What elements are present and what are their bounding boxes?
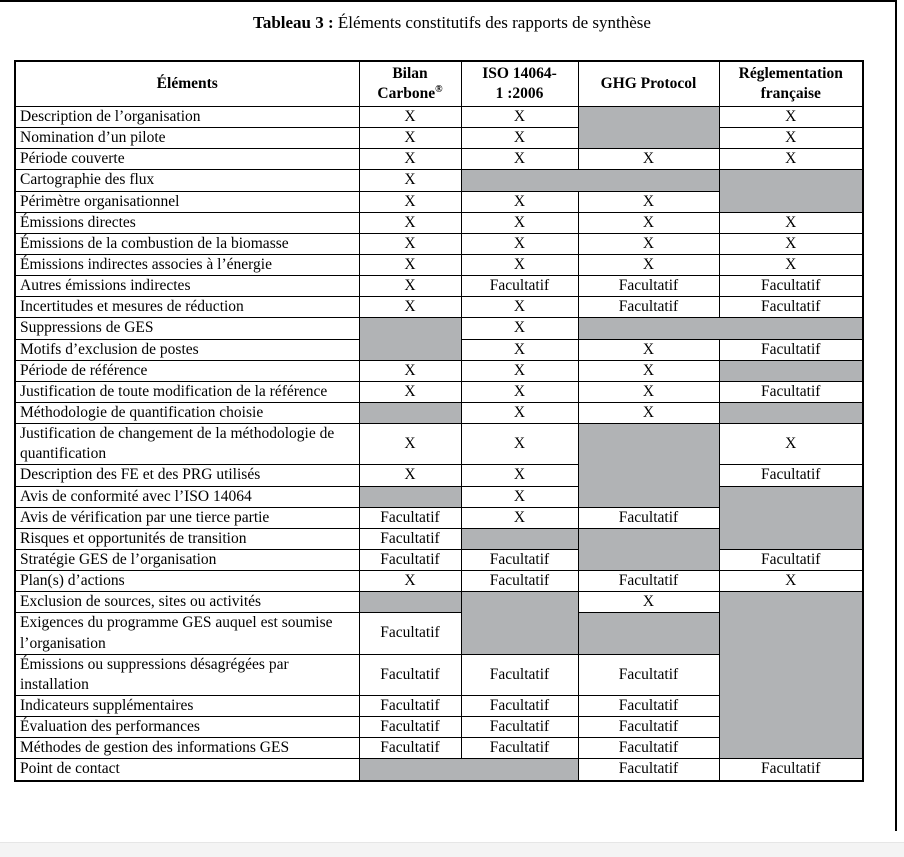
cell-required: X xyxy=(359,149,461,170)
cell-required: X xyxy=(461,424,578,465)
comparison-table xyxy=(14,60,864,782)
row-label: Émissions indirectes associes à l’énergie xyxy=(15,254,359,275)
cell-required: X xyxy=(461,381,578,402)
cell-optional: Facultatif xyxy=(719,759,863,781)
cell-optional: Facultatif xyxy=(719,297,863,318)
cell-optional: Facultatif xyxy=(461,695,578,716)
cell-optional: Facultatif xyxy=(359,528,461,549)
cell-required: X xyxy=(359,233,461,254)
row-label: Stratégie GES de l’organisation xyxy=(15,549,359,570)
cell-not-applicable xyxy=(719,402,863,423)
cell-not-applicable xyxy=(578,613,719,654)
row-label: Émissions directes xyxy=(15,212,359,233)
cell-required: X xyxy=(461,128,578,149)
table-row xyxy=(15,149,863,170)
cell-required: X xyxy=(719,254,863,275)
cell-required: X xyxy=(359,212,461,233)
cell-required: X xyxy=(461,233,578,254)
cell-required: X xyxy=(578,191,719,212)
cell-required: X xyxy=(359,297,461,318)
cell-required: X xyxy=(359,107,461,128)
table-body xyxy=(15,107,863,781)
row-label: Périmètre organisationnel xyxy=(15,191,359,212)
table-row xyxy=(15,276,863,297)
cell-required: X xyxy=(461,318,578,339)
table-row xyxy=(15,486,863,507)
cell-required: X xyxy=(578,212,719,233)
row-label: Risques et opportunités de transition xyxy=(15,528,359,549)
cell-required: X xyxy=(461,149,578,170)
cell-optional: Facultatif xyxy=(461,571,578,592)
row-label: Période de référence xyxy=(15,360,359,381)
page-bottom-strip xyxy=(0,842,904,857)
cell-optional: Facultatif xyxy=(359,695,461,716)
cell-required: X xyxy=(578,149,719,170)
row-label: Cartographie des flux xyxy=(15,170,359,191)
cell-optional: Facultatif xyxy=(461,654,578,695)
cell-optional: Facultatif xyxy=(719,549,863,570)
cell-optional: Facultatif xyxy=(461,717,578,738)
table-row xyxy=(15,128,863,149)
cell-required: X xyxy=(719,149,863,170)
table-row xyxy=(15,212,863,233)
cell-required: X xyxy=(461,212,578,233)
cell-optional: Facultatif xyxy=(578,738,719,759)
row-label: Avis de vérification par une tierce partie xyxy=(15,507,359,528)
cell-required: X xyxy=(359,128,461,149)
cell-optional: Facultatif xyxy=(578,571,719,592)
cell-required: X xyxy=(719,424,863,465)
table-row xyxy=(15,571,863,592)
cell-optional: Facultatif xyxy=(578,759,719,781)
cell-required: X xyxy=(578,254,719,275)
table-row xyxy=(15,107,863,128)
table-row xyxy=(15,592,863,613)
cell-optional: Facultatif xyxy=(719,465,863,486)
cell-required: X xyxy=(461,254,578,275)
cell-optional: Facultatif xyxy=(461,738,578,759)
cell-not-applicable xyxy=(578,107,719,149)
cell-optional: Facultatif xyxy=(578,695,719,716)
row-label: Méthodes de gestion des informations GES xyxy=(15,738,359,759)
cell-required: X xyxy=(578,233,719,254)
cell-not-applicable xyxy=(719,170,863,212)
column-header: Éléments xyxy=(15,61,359,107)
cell-required: X xyxy=(359,571,461,592)
table-row xyxy=(15,170,863,191)
table-row xyxy=(15,360,863,381)
caption-text: Éléments constitutifs des rapports de synthèse xyxy=(333,13,651,32)
table-row xyxy=(15,424,863,465)
cell-required: X xyxy=(461,191,578,212)
row-label: Autres émissions indirectes xyxy=(15,276,359,297)
cell-required: X xyxy=(461,486,578,507)
cell-required: X xyxy=(578,360,719,381)
cell-required: X xyxy=(461,339,578,360)
cell-not-applicable xyxy=(578,528,719,570)
cell-required: X xyxy=(578,381,719,402)
row-label: Point de contact xyxy=(15,759,359,781)
caption-number: Tableau 3 : xyxy=(253,13,334,32)
cell-required: X xyxy=(578,592,719,613)
cell-required: X xyxy=(719,107,863,128)
table-row xyxy=(15,465,863,486)
cell-optional: Facultatif xyxy=(359,654,461,695)
cell-required: X xyxy=(359,254,461,275)
cell-not-applicable xyxy=(359,759,578,781)
cell-required: X xyxy=(578,402,719,423)
cell-optional: Facultatif xyxy=(578,276,719,297)
cell-required: X xyxy=(461,465,578,486)
column-header: Bilan Carbone® xyxy=(359,61,461,107)
page-border-top xyxy=(0,0,897,2)
table-header xyxy=(15,61,863,107)
cell-required: X xyxy=(359,276,461,297)
cell-required: X xyxy=(461,107,578,128)
cell-optional: Facultatif xyxy=(719,276,863,297)
cell-optional: Facultatif xyxy=(461,549,578,570)
cell-optional: Facultatif xyxy=(359,613,461,654)
row-label: Incertitudes et mesures de réduction xyxy=(15,297,359,318)
cell-required: X xyxy=(359,191,461,212)
cell-optional: Facultatif xyxy=(359,507,461,528)
row-label: Motifs d’exclusion de postes xyxy=(15,339,359,360)
cell-optional: Facultatif xyxy=(461,276,578,297)
row-label: Avis de conformité avec l’ISO 14064 xyxy=(15,486,359,507)
row-label: Indicateurs supplémentaires xyxy=(15,695,359,716)
cell-required: X xyxy=(359,465,461,486)
column-header: Réglementation française xyxy=(719,61,863,107)
table-row xyxy=(15,254,863,275)
cell-optional: Facultatif xyxy=(719,339,863,360)
cell-not-applicable xyxy=(719,360,863,381)
cell-optional: Facultatif xyxy=(359,738,461,759)
table-row xyxy=(15,381,863,402)
cell-not-applicable xyxy=(359,486,461,507)
table-row xyxy=(15,318,863,339)
row-label: Évaluation des performances xyxy=(15,717,359,738)
table-row xyxy=(15,233,863,254)
row-label: Méthodologie de quantification choisie xyxy=(15,402,359,423)
cell-not-applicable xyxy=(461,592,578,654)
cell-not-applicable xyxy=(359,318,461,360)
cell-required: X xyxy=(719,212,863,233)
table-row xyxy=(15,549,863,570)
cell-optional: Facultatif xyxy=(719,381,863,402)
cell-required: X xyxy=(359,170,461,191)
table-row xyxy=(15,297,863,318)
cell-optional: Facultatif xyxy=(578,654,719,695)
cell-required: X xyxy=(461,297,578,318)
cell-optional: Facultatif xyxy=(578,507,719,528)
cell-required: X xyxy=(461,360,578,381)
row-label: Émissions de la combustion de la biomasse xyxy=(15,233,359,254)
row-label: Description des FE et des PRG utilisés xyxy=(15,465,359,486)
cell-not-applicable xyxy=(461,170,719,191)
cell-not-applicable xyxy=(359,592,461,613)
cell-not-applicable xyxy=(359,402,461,423)
cell-required: X xyxy=(719,128,863,149)
cell-required: X xyxy=(719,571,863,592)
cell-optional: Facultatif xyxy=(359,717,461,738)
page-border-right xyxy=(895,0,897,831)
row-label: Exclusion de sources, sites ou activités xyxy=(15,592,359,613)
cell-required: X xyxy=(461,402,578,423)
row-label: Description de l’organisation xyxy=(15,107,359,128)
cell-required: X xyxy=(578,339,719,360)
row-label: Nomination d’un pilote xyxy=(15,128,359,149)
row-label: Justification de changement de la méthodologie de quantification xyxy=(15,424,359,465)
row-label: Émissions ou suppressions désagrégées par installation xyxy=(15,654,359,695)
cell-required: X xyxy=(359,381,461,402)
cell-required: X xyxy=(359,424,461,465)
table-row xyxy=(15,759,863,781)
cell-required: X xyxy=(359,360,461,381)
cell-required: X xyxy=(719,233,863,254)
row-label: Justification de toute modification de la référence xyxy=(15,381,359,402)
cell-not-applicable xyxy=(461,528,578,549)
column-header: ISO 14064- 1 :2006 xyxy=(461,61,578,107)
column-header: GHG Protocol xyxy=(578,61,719,107)
cell-not-applicable xyxy=(578,318,863,339)
row-label: Exigences du programme GES auquel est soumise l’organisation xyxy=(15,613,359,654)
cell-not-applicable xyxy=(719,486,863,549)
cell-optional: Facultatif xyxy=(578,297,719,318)
cell-not-applicable xyxy=(719,592,863,759)
table-row xyxy=(15,402,863,423)
cell-not-applicable xyxy=(578,424,719,508)
table-caption xyxy=(0,13,904,33)
cell-required: X xyxy=(461,507,578,528)
row-label: Plan(s) d’actions xyxy=(15,571,359,592)
row-label: Période couverte xyxy=(15,149,359,170)
cell-optional: Facultatif xyxy=(359,549,461,570)
row-label: Suppressions de GES xyxy=(15,318,359,339)
cell-optional: Facultatif xyxy=(578,717,719,738)
